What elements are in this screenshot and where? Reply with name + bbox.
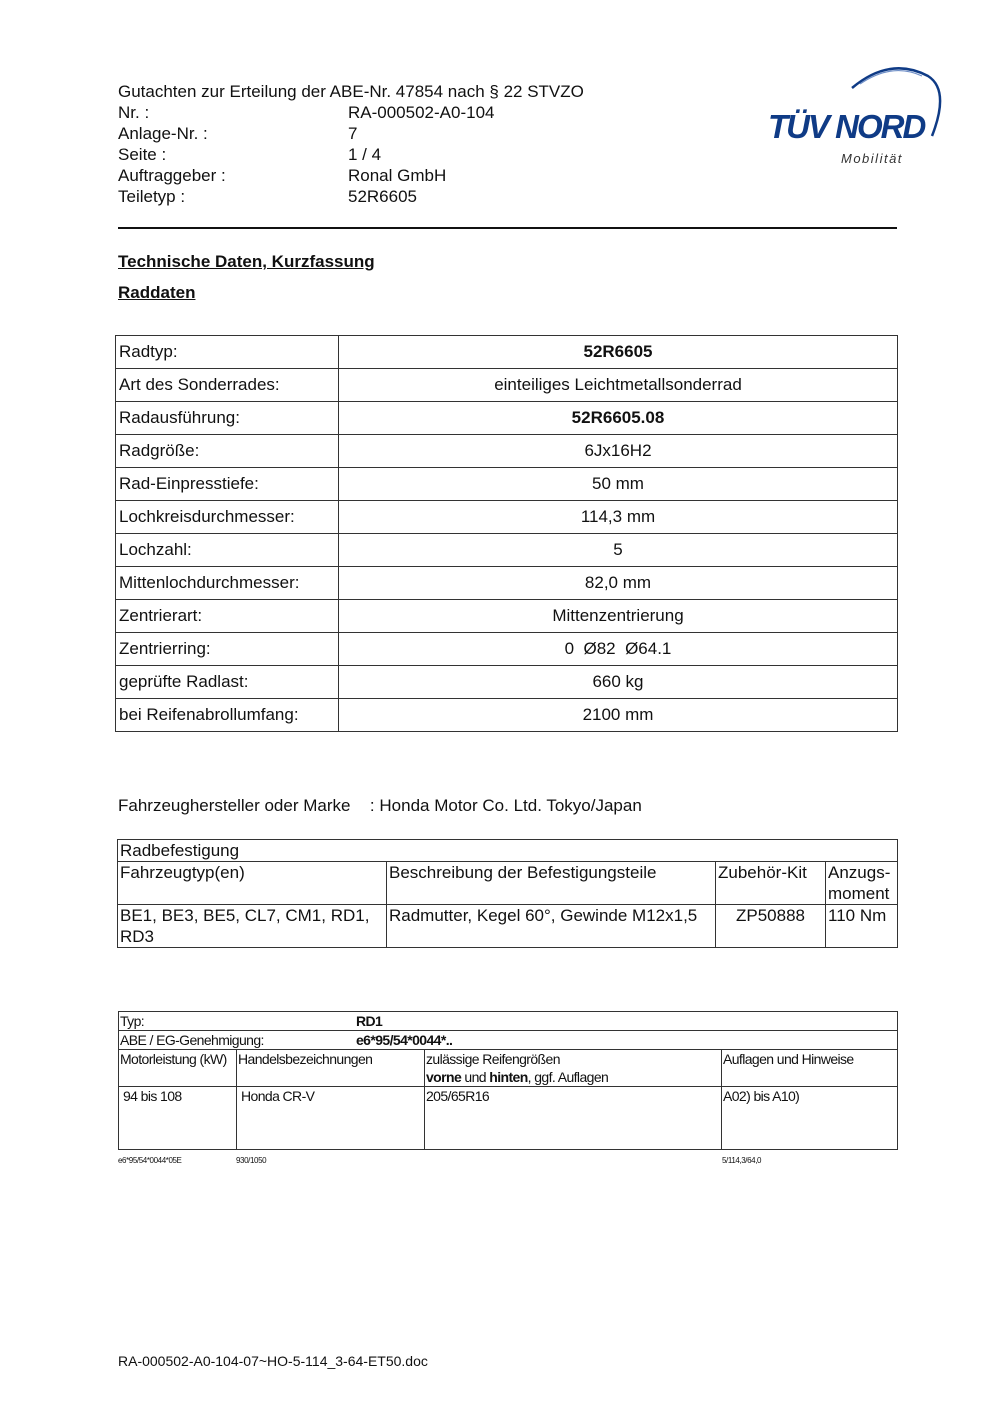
cell-label: Lochkreisdurchmesser:: [116, 501, 339, 534]
column-header: Auflagen und Hinweise: [722, 1050, 898, 1087]
table-row: [116, 567, 898, 600]
table-row: [116, 369, 898, 402]
type-approval-table: [118, 1011, 898, 1150]
header-fields: [118, 102, 494, 207]
tyres-header-rear: hinten: [489, 1069, 528, 1085]
cell-label: Zentrierring:: [116, 633, 339, 666]
abe-value: e6*95/54*0044*..: [356, 1032, 453, 1048]
cell-types: BE1, BE3, BE5, CL7, CM1, RD1, RD3: [118, 905, 387, 948]
table-header-row: [118, 862, 898, 905]
cell-value: 50 mm: [339, 468, 898, 501]
typ-value: RD1: [356, 1013, 383, 1029]
cell-value: 82,0 mm: [339, 567, 898, 600]
cell-value: 114,3 mm: [339, 501, 898, 534]
table-row: [116, 699, 898, 732]
header-label: Auftraggeber :: [118, 166, 226, 185]
maker-separator: :: [369, 796, 375, 815]
wheel-data-table: [115, 335, 898, 732]
note-approval-code: e6*95/54*0044*05E: [118, 1156, 182, 1165]
tyres-header-rest: , ggf. Auflagen: [527, 1069, 609, 1085]
cell-label: Radtyp:: [116, 336, 339, 369]
cell-label: Zentrierart:: [116, 600, 339, 633]
tuv-nord-logo: [760, 58, 945, 173]
section-title-raddaten: Raddaten: [118, 283, 196, 302]
table-row: [116, 435, 898, 468]
header-divider: [118, 227, 897, 229]
note-load-code: 930/1050: [236, 1156, 267, 1165]
cell-value: 0 Ø82 Ø64.1: [339, 633, 898, 666]
cell-value: 52R6605.08: [339, 402, 898, 435]
header-label: Nr. :: [118, 103, 150, 122]
cell-label: geprüfte Radlast:: [116, 666, 339, 699]
column-header: Handelsbezeichnungen: [237, 1050, 425, 1087]
cell-label: Radgröße:: [116, 435, 339, 468]
table-row: [119, 1087, 898, 1150]
table-row: [119, 1012, 898, 1031]
header-label: Teiletyp :: [118, 187, 186, 206]
cell-value: 660 kg: [339, 666, 898, 699]
cell-label: Art des Sonderrades:: [116, 369, 339, 402]
abe-label: ABE / EG-Genehmigung:: [120, 1032, 264, 1048]
note-bolt-pattern: 5/114,3/64,0: [722, 1156, 762, 1165]
column-header: Motorleistung (kW): [119, 1050, 237, 1087]
cell-value: 5: [339, 534, 898, 567]
table-row: [118, 905, 898, 948]
cell-label: Mittenlochdurchmesser:: [116, 567, 339, 600]
cell-notes: A02) bis A10): [722, 1087, 898, 1150]
cell-trade-name: Honda CR-V: [237, 1087, 425, 1150]
table-row: [116, 633, 898, 666]
header-value: Ronal GmbH: [348, 166, 447, 185]
tyres-header-and: und: [461, 1069, 490, 1085]
header-value: 7: [348, 124, 358, 143]
header-row-seite: [118, 144, 494, 165]
logo-brand: TÜV NORD: [768, 108, 925, 145]
column-header: Beschreibung der Befestigungsteile: [387, 862, 716, 905]
document-title: Gutachten zur Erteilung der ABE-Nr. 47854 nach § 22 STVZO: [118, 82, 584, 101]
header-label: Seite :: [118, 145, 167, 164]
logo-subtitle: Mobilität: [841, 151, 903, 166]
cell-description: Radmutter, Kegel 60°, Gewinde M12x1,5: [387, 905, 716, 948]
tyres-header-front: vorne: [426, 1069, 462, 1085]
cell-label: Lochzahl:: [116, 534, 339, 567]
mounting-title: Radbefestigung: [118, 840, 898, 862]
table-row: [116, 666, 898, 699]
table-row: [116, 402, 898, 435]
cell-label: bei Reifenabrollumfang:: [116, 699, 339, 732]
column-header: Fahrzeugtyp(en): [118, 862, 387, 905]
column-header: Zubehör-Kit: [716, 862, 826, 905]
cell-label: Radausführung:: [116, 402, 339, 435]
header-row-auftraggeber: [118, 165, 494, 186]
footer-filename: RA-000502-A0-104-07~HO-5-114_3-64-ET50.doc: [118, 1353, 428, 1369]
cell-value: einteiliges Leichtmetallsonderrad: [339, 369, 898, 402]
table-row: [119, 1031, 898, 1050]
tyres-header-line1: zulässige Reifengrößen: [426, 1051, 560, 1067]
mounting-table: [117, 839, 898, 948]
typ-cell: [119, 1012, 898, 1031]
cell-value: 2100 mm: [339, 699, 898, 732]
maker-value: Honda Motor Co. Ltd. Tokyo/Japan: [379, 796, 642, 815]
column-header: Anzugs-moment: [826, 862, 898, 905]
section-title-technical: Technische Daten, Kurzfassung: [118, 252, 375, 271]
cell-value: Mittenzentrierung: [339, 600, 898, 633]
cell-value: 6Jx16H2: [339, 435, 898, 468]
table-row: [116, 501, 898, 534]
table-row: [116, 534, 898, 567]
cell-torque: 110 Nm: [826, 905, 898, 948]
cell-value: 52R6605: [339, 336, 898, 369]
header-value: 1 / 4: [348, 145, 382, 164]
column-header-tyres: [425, 1050, 722, 1087]
table-header-row: [119, 1050, 898, 1087]
abe-cell: [119, 1031, 898, 1050]
cell-power: 94 bis 108: [119, 1087, 237, 1150]
header-row-anlage: [118, 123, 494, 144]
typ-label: Typ:: [120, 1013, 145, 1029]
header-value: 52R6605: [348, 187, 418, 206]
table-row: [118, 840, 898, 862]
header-label: Anlage-Nr. :: [118, 124, 208, 143]
cell-label: Rad-Einpresstiefe:: [116, 468, 339, 501]
header-row-nr: [118, 102, 494, 123]
cell-kit: ZP50888: [716, 905, 826, 948]
table-row: [116, 468, 898, 501]
table-row: [116, 600, 898, 633]
header-row-teiletyp: [118, 186, 494, 207]
maker-label: Fahrzeughersteller oder Marke: [118, 796, 351, 815]
vehicle-maker-line: [118, 796, 642, 816]
table-row: [116, 336, 898, 369]
header-value: RA-000502-A0-104: [348, 103, 495, 122]
cell-tyres: 205/65R16: [425, 1087, 722, 1150]
